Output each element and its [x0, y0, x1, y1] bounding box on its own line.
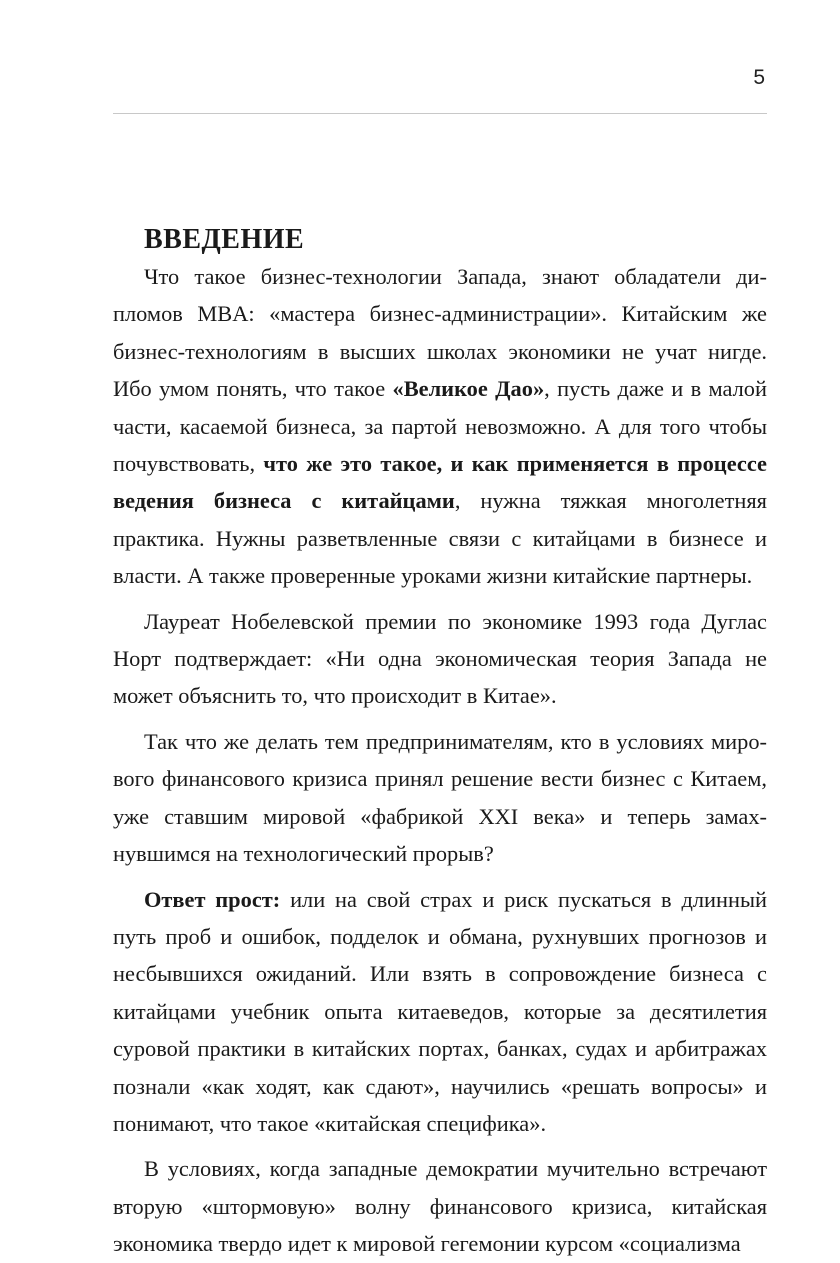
- header-divider: [113, 113, 767, 114]
- paragraph-1-bold-1: «Великое Дао»: [392, 376, 545, 402]
- paragraph-4: [113, 881, 767, 1143]
- paragraph-4-bold-1: Ответ прост:: [144, 886, 281, 912]
- paragraph-1-text-3: , нужна тяжкая многолетняя практика. Нужны разветвленные связи с китайцами в бизнесе и власти. А также проверенные уроками жизни китайские партнеры.: [113, 488, 767, 589]
- paragraph-1: [113, 258, 767, 595]
- paragraph-1-text-1: Что такое бизнес-технологии Запада, знают обладатели дипломов MBA: «мастера бизнес-администрации». Китайским же бизнес-технологиям в высших школах экономики не учат нигде. Ибо умом понять, что такое: [113, 264, 767, 402]
- paragraph-5: В условиях, когда западные демократии мучительно встречают вторую «штормовую» волну финансового кризиса, китайская экономика твердо идет к мировой гегемонии курсом «социализма: [113, 1156, 767, 1257]
- paragraph-3: Так что же делать тем предпринимателям, кто в условиях мирового финансового кризиса принял решение вести бизнес с Китаем, уже ставшим мировой «фабрикой XXI века» и теперь замахнувшимся на технологический прорыв?: [113, 728, 767, 867]
- paragraph-4-text-1: или на свой страх и риск пускаться в длинный путь проб и ошибок, подделок и обмана, рухнувших прогнозов и несбывшихся ожиданий. Или взять в сопровождение бизнеса с китайцами учебник опыта китаеведов, которые за десятилетия суровой практики в китайских портах, банках, судах и арбитражах познали «как ходят, как сдают», научились «решать вопросы» и понимают, что такое «китайская специфика».: [113, 886, 768, 1136]
- page-body: [113, 222, 767, 1263]
- paragraph-1-text-2: , пусть даже и в малой части, касаемой бизнеса, за партой невозможно. А для того чтобы почувствовать,: [113, 376, 767, 477]
- paragraph-2: Лауреат Нобелевской премии по экономике 1993 года Дуглас Норт подтверждает: «Ни одна экономическая теория Запада не может объяснить то, что происходит в Китае».: [113, 608, 767, 709]
- chapter-title: ВВЕДЕНИЕ: [144, 224, 305, 255]
- page-number: 5: [753, 66, 765, 89]
- paragraph-1-bold-2: что же это такое, и как применяется в процессе ведения бизнеса с китайцами: [113, 451, 767, 514]
